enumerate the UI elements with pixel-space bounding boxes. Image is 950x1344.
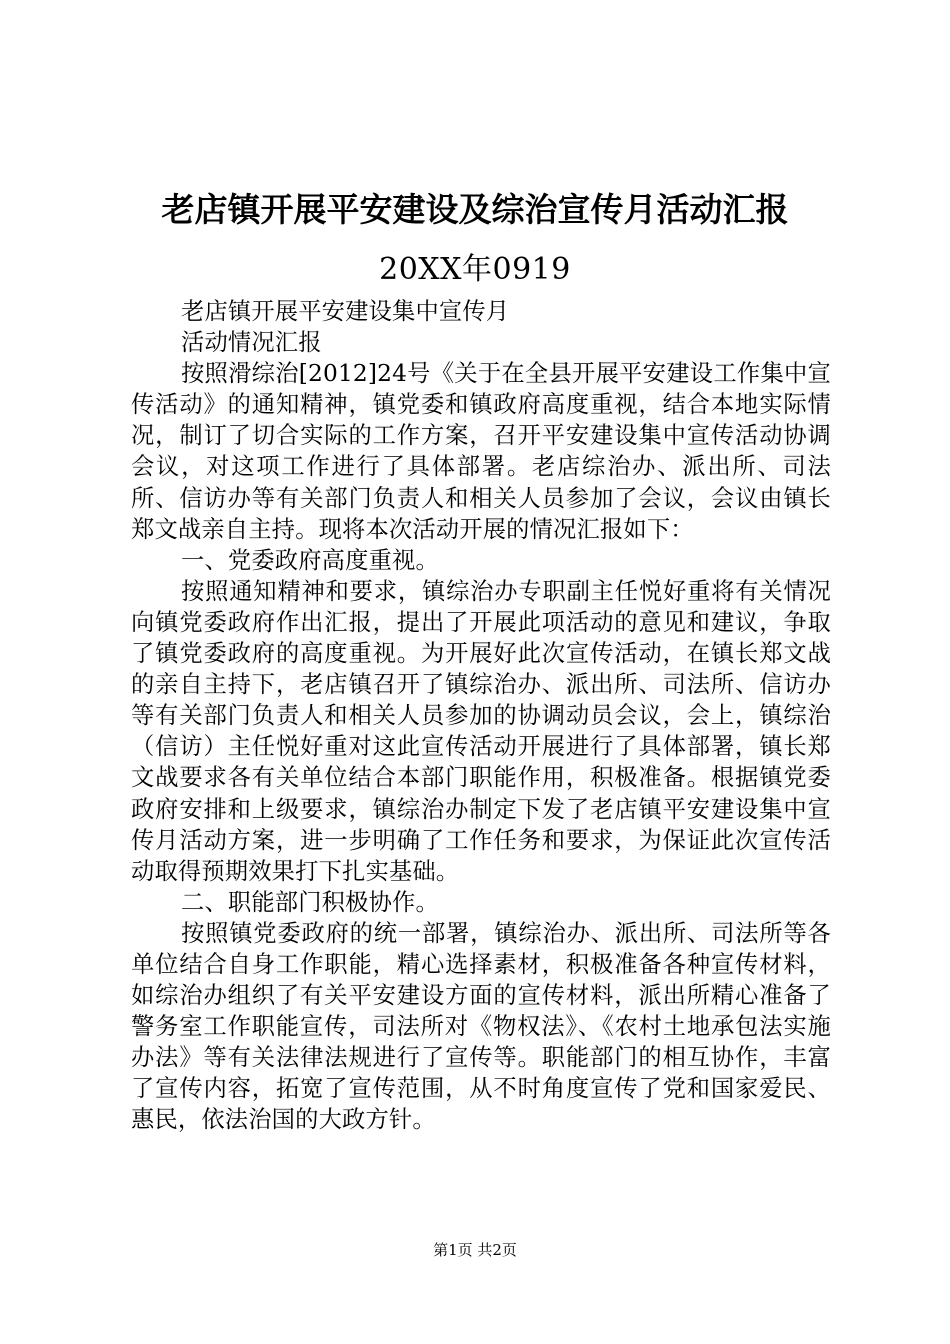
section-heading: 二、职能部门积极协作。 <box>181 888 439 916</box>
body-paragraph: 按照镇党委政府的统一部署，镇综治办、派出所、司法所等各单位结合自身工作职能，精心选择素材，积极准备各种宣传材料，如综治办组织了有关平安建设方面的宣传材料，派出所精心准备了警务室工作职能宣传，司法所对《物权法》、《农村土地承包法实施办法》等有关法律法规进行了宣传等。职能部门的相互协作，丰富了宣传内容，拓宽了宣传范围，从不时角度宣传了党和国家爱民、惠民，依法治国的大政方针。 <box>131 919 831 1134</box>
document-title: 老店镇开展平安建设及综治宣传月活动汇报 <box>161 190 789 229</box>
document-title-date: 20XX年0919 <box>379 252 571 287</box>
body-paragraph: 老店镇开展平安建设集中宣传月 <box>181 298 510 325</box>
section-heading: 一、党委政府高度重视。 <box>181 546 439 574</box>
body-paragraph: 按照滑综治[2012]24号《关于在全县开展平安建设工作集中宣传活动》的通知精神，镇党委和镇政府高度重视，结合本地实际情况，制订了切合实际的工作方案，召开平安建设集中宣传活动协调会议，对这项工作进行了具体部署。老店综治办、派出所、司法所、信访办等有关部门负责人和相关人员参加了会议，会议由镇长郑文战亲自主持。现将本次活动开展的情况汇报如下： <box>131 360 831 543</box>
body-paragraph: 按照通知精神和要求，镇综治办专职副主任悦好重将有关情况向镇党委政府作出汇报，提出了开展此项活动的意见和建议，争取了镇党委政府的高度重视。为开展好此次宣传活动，在镇长郑文战的亲自主持下，老店镇召开了镇综治办、派出所、司法所、信访办等有关部门负责人和相关人员参加的协调动员会议，会上，镇综治（信访）主任悦好重对这此宣传活动开展进行了具体部署，镇长郑文战要求各有关单位结合本部门职能作用，积极准备。根据镇党委政府安排和上级要求，镇综治办制定下发了老店镇平安建设集中宣传月活动方案，进一步明确了工作任务和要求，为保证此次宣传活动取得预期效果打下扎实基础。 <box>131 577 831 885</box>
page-footer: 第1页 共2页 <box>433 1241 517 1259</box>
body-paragraph: 活动情况汇报 <box>181 329 322 357</box>
document-body <box>131 296 831 1136</box>
